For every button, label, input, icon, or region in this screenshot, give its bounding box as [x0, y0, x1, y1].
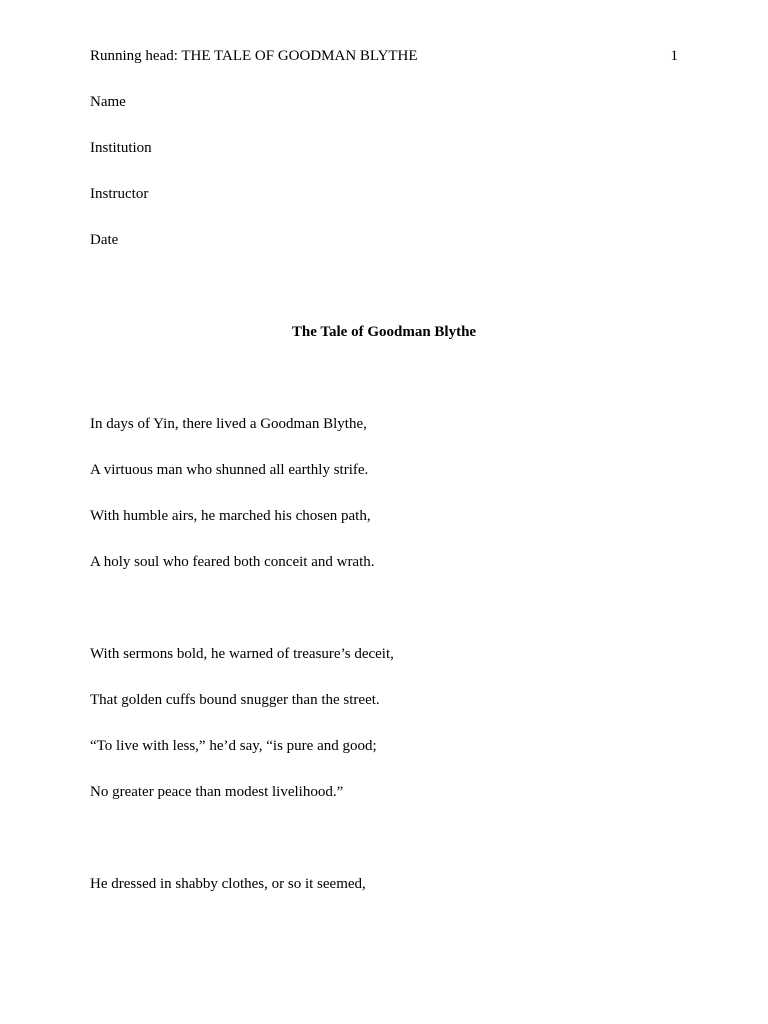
- poem-line: In days of Yin, there lived a Goodman Blythe,: [90, 416, 367, 432]
- instructor: Instructor: [90, 186, 149, 202]
- poem-line: With humble airs, he marched his chosen path,: [90, 508, 371, 524]
- blank-line: [90, 828, 678, 874]
- stanza-2: [90, 644, 678, 828]
- poem-line: A virtuous man who shunned all earthly strife.: [90, 462, 369, 478]
- page-number: 1: [670, 48, 678, 64]
- poem-line: A holy soul who feared both conceit and wrath.: [90, 554, 375, 570]
- page-header: [90, 46, 678, 66]
- date: Date: [90, 232, 119, 248]
- poem-line: He dressed in shabby clothes, or so it seemed,: [90, 876, 366, 892]
- blank-line: [90, 276, 678, 322]
- stanza-3: [90, 874, 678, 920]
- poem-line: With sermons bold, he warned of treasure’s deceit,: [90, 646, 394, 662]
- document-body: [90, 92, 678, 920]
- poem-line: That golden cuffs bound snugger than the street.: [90, 692, 380, 708]
- stanza-1: [90, 414, 678, 598]
- poem-line: “To live with less,” he’d say, “is pure and good;: [90, 738, 377, 754]
- author-name: Name: [90, 94, 126, 110]
- blank-line: [90, 598, 678, 644]
- document-title: The Tale of Goodman Blythe: [291, 324, 477, 340]
- institution: Institution: [90, 140, 152, 156]
- poem-line: No greater peace than modest livelihood.”: [90, 784, 344, 800]
- blank-line: [90, 368, 678, 414]
- running-head: Running head: THE TALE OF GOODMAN BLYTHE: [90, 48, 418, 64]
